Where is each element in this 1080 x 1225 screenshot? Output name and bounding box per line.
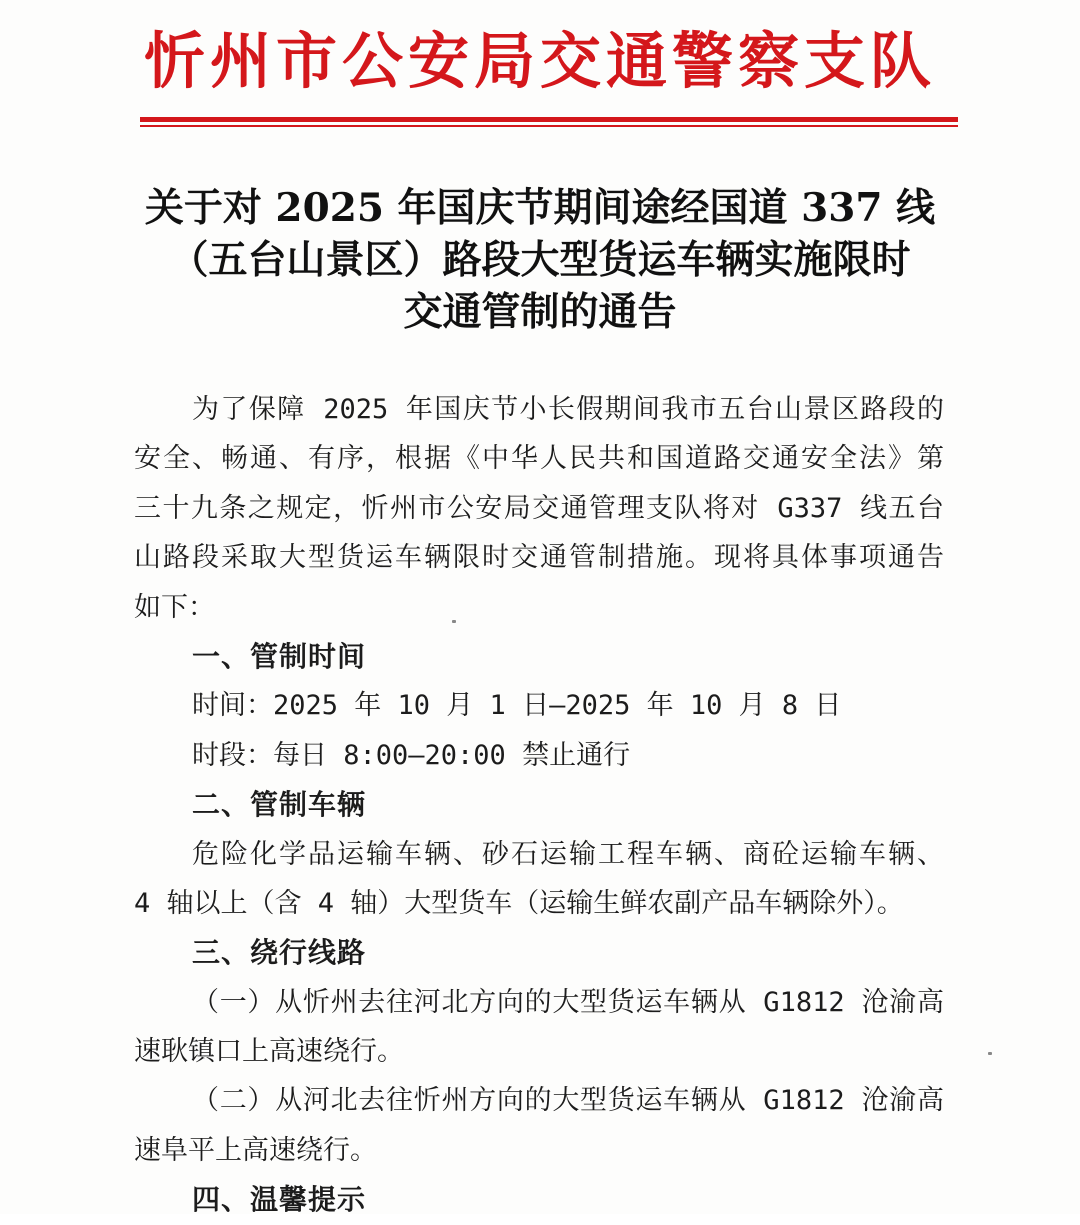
letterhead-org-name: 忻州市公安局交通警察支队 [143, 26, 936, 97]
section-heading-controlled-vehicles: 二、管制车辆 [192, 788, 367, 822]
intro-line-2: 安全、畅通、有序，根据《中华人民共和国道路交通安全法》第 [134, 443, 944, 475]
intro-line-3: 三十九条之规定，忻州市公安局交通管理支队将对 G337 线五台 [134, 492, 944, 524]
intro-line-4: 山路段采取大型货运车辆限时交通管制措施。现将具体事项通告 [134, 542, 944, 574]
section-heading-friendly-reminder: 四、温馨提示 [192, 1183, 367, 1217]
section-heading-detour-routes: 三、绕行线路 [192, 936, 367, 970]
letterhead-red-rule-thick [140, 117, 958, 122]
notice-body [134, 385, 944, 1225]
notice-title-line-1: 关于对 2025 年国庆节期间途经国道 337 线 [144, 185, 936, 231]
controlled-vehicles-line-2: 4 轴以上（含 4 轴）大型货车（运输生鲜农副产品车辆除外）。 [134, 887, 904, 919]
notice-title-line-3: 交通管制的通告 [403, 289, 677, 335]
control-time-period: 时段：每日 8:00—20:00 禁止通行 [192, 739, 631, 771]
notice-title [120, 182, 960, 338]
detour-route-2-line-2: 速阜平上高速绕行。 [134, 1134, 377, 1166]
notice-title-line-2: （五台山景区）路段大型货运车辆实施限时 [169, 237, 911, 283]
controlled-vehicles-line-1: 危险化学品运输车辆、砂石运输工程车辆、商砼运输车辆、 [192, 838, 944, 870]
letterhead-red-rule-thin [140, 125, 958, 127]
scan-speck [988, 1052, 992, 1055]
scan-speck [452, 620, 456, 623]
intro-line-5: 如下： [134, 591, 215, 623]
detour-route-1-line-2: 速耿镇口上高速绕行。 [134, 1036, 404, 1068]
detour-route-1-line-1: （一）从忻州去往河北方向的大型货运车辆从 G1812 沧渝高 [192, 986, 944, 1018]
control-time-dates: 时间：2025 年 10 月 1 日—2025 年 10 月 8 日 [192, 690, 842, 722]
intro-line-1: 为了保障 2025 年国庆节小长假期间我市五台山景区路段的 [192, 394, 944, 425]
section-heading-control-time: 一、管制时间 [192, 639, 367, 673]
detour-route-2-line-1: （二）从河北去往忻州方向的大型货运车辆从 G1812 沧渝高 [192, 1085, 944, 1117]
